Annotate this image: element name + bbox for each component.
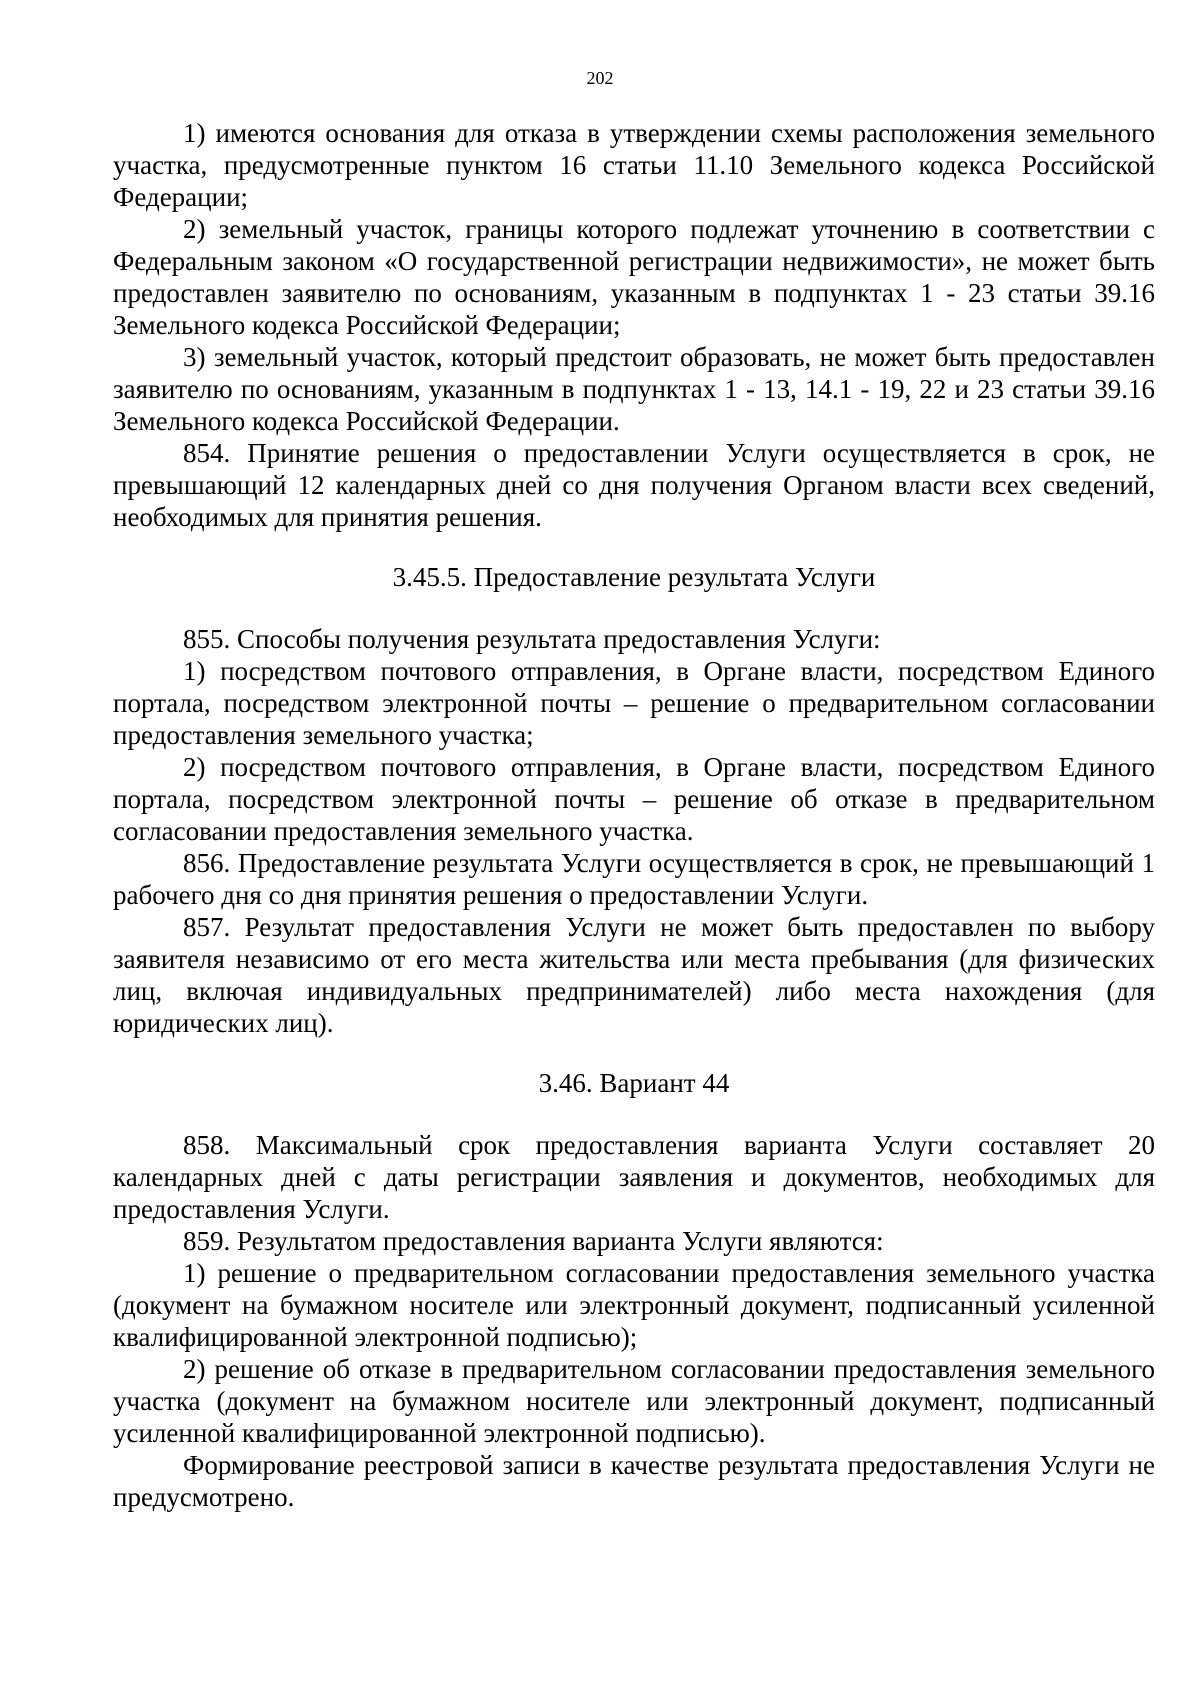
document-body (113, 117, 1155, 1513)
paragraph-855-item-2: 2) посредством почтового отправления, в Органе власти, посредством Единого портала, посредством электронной почты – решение об отказе в предварительном согласовании предоставления земельного участка. (113, 752, 1155, 846)
paragraph-859: 859. Результатом предоставления варианта Услуги являются: (183, 1226, 884, 1256)
section-heading-3-45-5: 3.45.5. Предоставление результата Услуги (392, 562, 876, 592)
paragraph-859-item-1: 1) решение о предварительном согласовании предоставления земельного участка (документ на бумажном носителе или электронный документ, подписанный усиленной квалифицированной электронной подписью); (113, 1258, 1155, 1352)
paragraph-item-1: 1) имеются основания для отказа в утверждении схемы расположения земельного участка, предусмотренные пунктом 16 статьи 11.10 Земельного кодекса Российской Федерации; (113, 118, 1155, 212)
page-number: 202 (586, 68, 614, 88)
paragraph-857: 857. Результат предоставления Услуги не может быть предоставлен по выбору заявителя независимо от его места жительства или места пребывания (для физических лиц, включая индивидуальных предпринимателей) либо места нахождения (для юридических лиц). (113, 912, 1155, 1038)
paragraph-855-item-1: 1) посредством почтового отправления, в Органе власти, посредством Единого портала, посредством электронной почты – решение о предварительном согласовании предоставления земельного участка; (113, 656, 1155, 750)
paragraph-859-item-2: 2) решение об отказе в предварительном согласовании предоставления земельного участка (документ на бумажном носителе или электронный документ, подписанный усиленной квалифицированной электронной подписью). (113, 1354, 1155, 1448)
section-heading-3-46: 3.46. Вариант 44 (538, 1068, 730, 1098)
paragraph-item-2: 2) земельный участок, границы которого подлежат уточнению в соответствии с Федеральным законом «О государственной регистрации недвижимости», не может быть предоставлен заявителю по основаниям, указанным в подпунктах 1 - 23 статьи 39.16 Земельного кодекса Российской Федерации; (113, 214, 1155, 340)
paragraph-858: 858. Максимальный срок предоставления варианта Услуги составляет 20 календарных дней с даты регистрации заявления и документов, необходимых для предоставления Услуги. (113, 1130, 1155, 1224)
paragraph-854: 854. Принятие решения о предоставлении Услуги осуществляется в срок, не превышающий 12 календарных дней со дня получения Органом власти всех сведений, необходимых для принятия решения. (113, 438, 1155, 532)
paragraph-registry-note: Формирование реестровой записи в качестве результата предоставления Услуги не предусмотрено. (113, 1450, 1155, 1512)
paragraph-item-3: 3) земельный участок, который предстоит образовать, не может быть предоставлен заявителю по основаниям, указанным в подпунктах 1 - 13, 14.1 - 19, 22 и 23 статьи 39.16 Земельного кодекса Российской Федерации. (113, 342, 1155, 436)
paragraph-856: 856. Предоставление результата Услуги осуществляется в срок, не превышающий 1 рабочего дня со дня принятия решения о предоставлении Услуги. (113, 848, 1155, 910)
paragraph-855: 855. Способы получения результата предоставления Услуги: (183, 624, 881, 654)
